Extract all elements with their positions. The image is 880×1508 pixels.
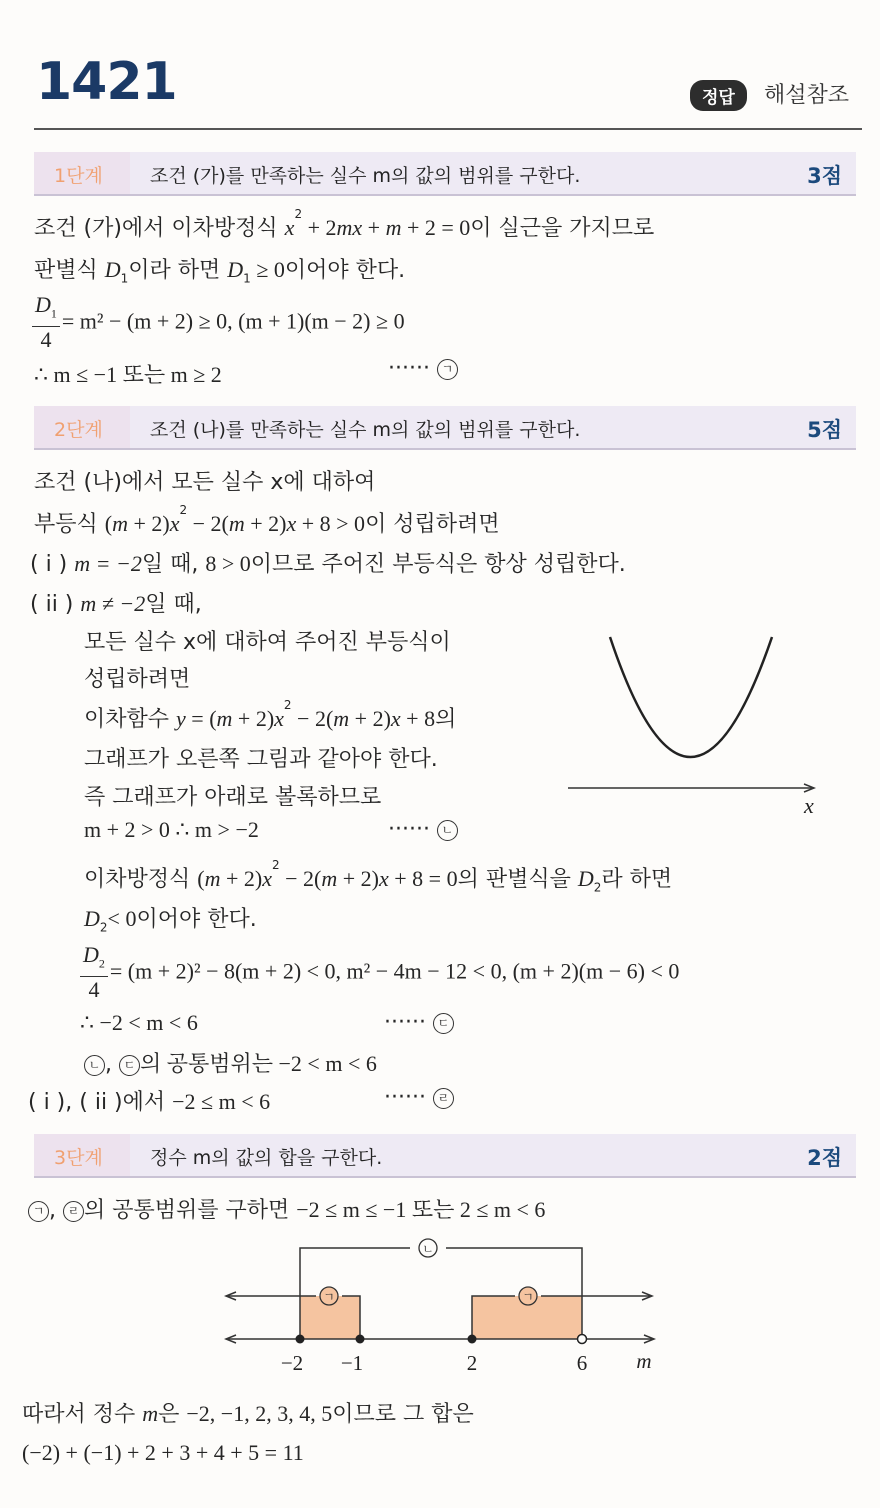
case-ii-line-3: 이차함수 $y = (m + 2)x^2 - 2(m + 2)x + 8$의 <box>84 698 457 732</box>
answer-reference: 해설참조 <box>764 83 850 108</box>
dots: ······ <box>388 817 430 842</box>
circle-marker: ㄴ <box>84 1055 105 1076</box>
step-3-label: 3단계 <box>54 1147 103 1169</box>
math: −2, −1, 2, 3, 4, 5 <box>186 1401 333 1426</box>
step1-line-1: 조건 (가)에서 이차방정식 $x^2 + 2mx + m + 2 = 0$이 실근을 가지므로 <box>34 207 655 241</box>
step1-line-2: 판별식 $D_1$이라 하면 $D_1 \ge 0$이어야 한다. <box>34 257 406 286</box>
circle-marker: ㄹ <box>63 1201 84 1222</box>
dots: ······ <box>384 1085 426 1110</box>
step-1-points: 3점 <box>807 164 842 188</box>
number-line-diagram <box>220 1232 670 1382</box>
dots: ······ <box>388 356 430 381</box>
step-2-underline <box>34 448 856 450</box>
answer-badge: 정답 <box>690 80 747 111</box>
case-ii-line-1: 모든 실수 x에 대하여 주어진 부등식이 <box>84 630 451 655</box>
step-1-title: 조건 (가)를 만족하는 실수 m의 값의 범위를 구한다. <box>150 165 581 187</box>
fraction-d2-over-4: $\frac{D_2}{4}$ <box>80 942 108 1003</box>
point-2 <box>468 1335 477 1344</box>
step-3-header <box>34 1134 856 1176</box>
fraction-d1-over-4: $\frac{D_1}{4}$ <box>32 292 60 353</box>
x-axis-label: x <box>804 793 814 818</box>
problem-number: 1421 <box>36 52 177 112</box>
text: 이라 하면 <box>128 258 228 283</box>
step-1-label: 1단계 <box>54 165 103 187</box>
step3-final-sum: (−2) + (−1) + 2 + 3 + 4 + 5 = 11 <box>22 1440 304 1465</box>
case-ii-line-2: 성립하려면 <box>84 667 191 692</box>
text: 조건 (가)에서 이차방정식 <box>34 216 285 241</box>
circle-marker: ㄱ <box>437 359 458 380</box>
text: 이차함수 <box>84 707 177 732</box>
marker-c <box>384 1010 454 1035</box>
step-1-header <box>34 152 856 194</box>
equation-text: = (m + 2)² − 8(m + 2) < 0, m² − 4m − 12 < 0, (m + 2)(m − 6) < 0 <box>109 958 680 984</box>
text: 판별식 <box>34 258 105 283</box>
text: 이 실근을 가지므로 <box>470 216 655 241</box>
parabola-curve <box>610 637 772 757</box>
step3-line-1: ㄱ , ㄹ 의 공통범위를 구하면 −2 ≤ m ≤ −1 또는 2 ≤ m < 6 <box>28 1193 545 1224</box>
text: 이어야 한다. <box>284 258 406 283</box>
text: 이어야 한다. <box>136 907 257 932</box>
step-1-underline <box>34 194 856 196</box>
step1-equation <box>32 292 405 353</box>
text: 은 <box>158 1402 187 1427</box>
text: ∴ m ≤ −1 또는 m ≥ 2 <box>34 362 222 387</box>
step-2-header <box>34 406 856 448</box>
point-neg1 <box>356 1335 365 1344</box>
math: −2 ≤ m < 6 <box>172 1089 271 1114</box>
math: m ≠ −2 <box>80 591 146 616</box>
text: 이므로 그 합은 <box>332 1402 474 1427</box>
text: 이차방정식 <box>84 867 198 892</box>
text: 따라서 정수 <box>22 1402 143 1427</box>
text: 라 하면 <box>601 867 673 892</box>
marker-d <box>384 1085 454 1110</box>
step2-common-range: ㄴ , ㄷ 의 공통범위는 −2 < m < 6 <box>84 1047 377 1078</box>
text: 이 성립하려면 <box>365 512 500 537</box>
axis-label: m <box>636 1349 652 1373</box>
step3-line-2 <box>22 1397 474 1428</box>
case-ii-line-8: $D_2< 0$이어야 한다. <box>84 906 257 935</box>
point-6-open <box>578 1335 587 1344</box>
case-ii-line-7: 이차방정식 $(m + 2)x^2 - 2(m + 2)x + 8 = 0$의 판별식을 $D_2$라 하면 <box>84 858 673 895</box>
parabola-graph <box>560 625 830 825</box>
step2-line-2: 부등식 $(m + 2)x^2 - 2(m + 2)x + 8 > 0$이 성립하려면 <box>34 503 500 537</box>
region-b-label: ㄴ <box>422 1242 434 1256</box>
case-ii-line-4: 그래프가 오른쪽 그림과 같아야 한다. <box>84 747 438 772</box>
step-3-points: 2점 <box>807 1146 842 1170</box>
case-ii <box>30 587 202 618</box>
math: 8 > 0 <box>205 551 251 576</box>
tick-label: −2 <box>280 1351 304 1375</box>
case-i <box>30 547 626 578</box>
step-3-underline <box>34 1176 856 1178</box>
point-neg2 <box>296 1335 305 1344</box>
step2-conclusion: ∴ −2 < m < 6 <box>80 1010 198 1035</box>
case-label: ( ii ) <box>30 592 74 617</box>
step-2-label: 2단계 <box>54 419 103 441</box>
text: 부등식 <box>34 512 105 537</box>
text: 의 판별식을 <box>457 867 578 892</box>
step1-conclusion <box>34 358 222 389</box>
step2-line-1: 조건 (나)에서 모든 실수 x에 대하여 <box>34 470 376 495</box>
text: 일 때, <box>145 592 202 617</box>
text: 의 공통범위를 구하면 <box>84 1198 297 1223</box>
text: 일 때, <box>141 552 206 577</box>
step2-final <box>28 1085 270 1116</box>
text: ( i ), ( ii )에서 <box>28 1090 173 1115</box>
region-a-label: ㄱ <box>323 1290 335 1304</box>
case-ii-line-6: m + 2 > 0 ∴ m > −2 <box>84 817 259 842</box>
math: < 0 <box>107 906 137 931</box>
region-a-label: ㄱ <box>522 1290 534 1304</box>
math: −2 ≤ m ≤ −1 또는 2 ≤ m < 6 <box>296 1197 546 1222</box>
circle-marker: ㄱ <box>28 1201 49 1222</box>
marker-a <box>388 356 458 381</box>
step2-equation <box>80 942 679 1003</box>
math: m = −2 <box>74 551 142 576</box>
circle-marker: ㄴ <box>437 820 458 841</box>
equation-text: = m² − (m + 2) ≥ 0, (m + 1)(m − 2) ≥ 0 <box>61 308 405 334</box>
dots: ······ <box>384 1010 426 1035</box>
case-label: ( i ) <box>30 552 68 577</box>
marker-b <box>388 817 458 842</box>
text: 이므로 주어진 부등식은 항상 성립한다. <box>250 552 626 577</box>
text: 의 <box>435 707 457 732</box>
header-divider <box>34 128 862 130</box>
circle-marker: ㄷ <box>119 1055 140 1076</box>
math: m <box>142 1401 159 1426</box>
tick-label: −1 <box>340 1351 364 1375</box>
step-3-title: 정수 m의 값의 합을 구한다. <box>150 1147 383 1169</box>
step-2-title: 조건 (나)를 만족하는 실수 m의 값의 범위를 구한다. <box>150 419 581 441</box>
circle-marker: ㄷ <box>433 1013 454 1034</box>
tick-label: 2 <box>466 1351 478 1375</box>
circle-marker: ㄹ <box>433 1088 454 1109</box>
text: 의 공통범위는 −2 < m < 6 <box>140 1051 377 1076</box>
case-ii-line-5: 즉 그래프가 아래로 볼록하므로 <box>84 785 382 810</box>
tick-label: 6 <box>576 1351 588 1375</box>
step-2-points: 5점 <box>807 418 842 442</box>
